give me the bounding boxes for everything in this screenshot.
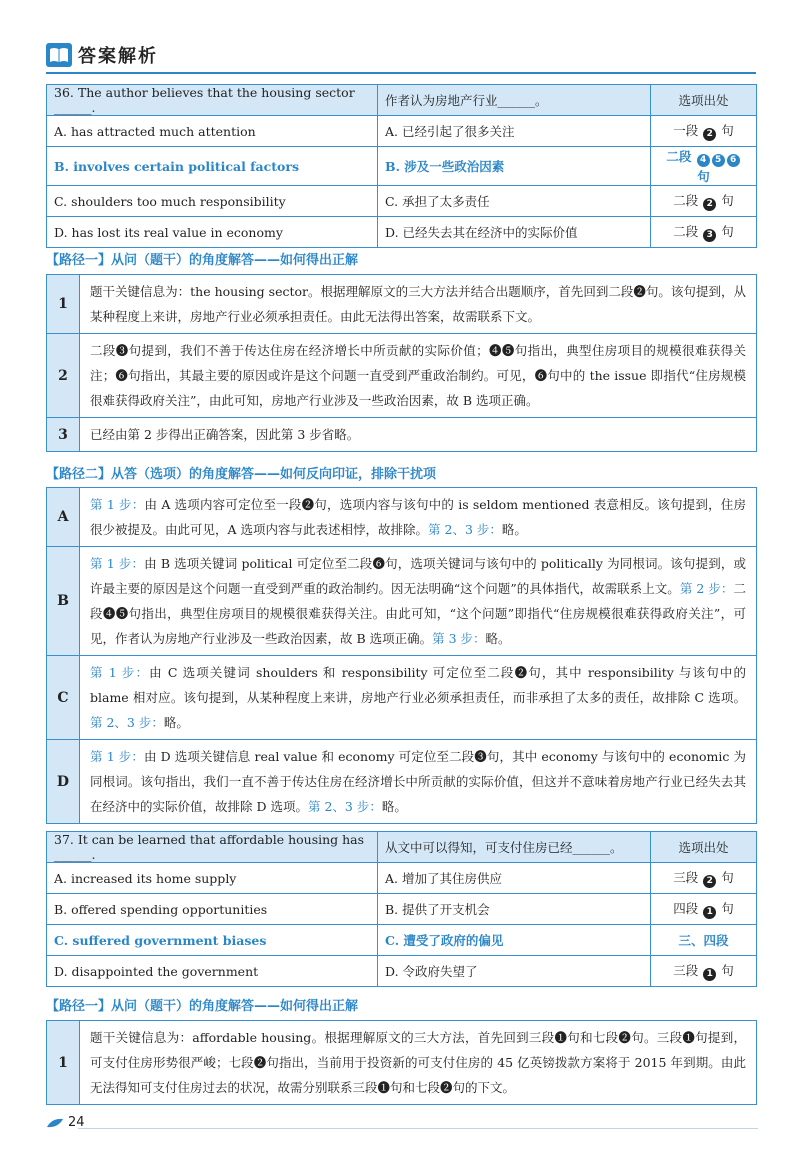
option-chinese: B. 涉及一些政治因素: [378, 147, 651, 186]
header-cell-question: 36. The author believes that the housing sector ______.: [47, 85, 378, 116]
option-english: D. has lost its real value in economy: [47, 217, 378, 248]
step-text: 已经由第 2 步得出正确答案，因此第 3 步省略。: [80, 418, 757, 452]
q37-options-table: [46, 831, 757, 987]
header-cell-source: 选项出处: [651, 85, 757, 116]
sentence-number-badge: 2: [703, 875, 716, 888]
section-title: 答案解析: [78, 46, 158, 67]
q36-path2-table: [46, 487, 757, 824]
option-source: 二段 3 句: [651, 217, 757, 248]
option-english: A. has attracted much attention: [47, 116, 378, 147]
q36-options-table: [46, 84, 757, 248]
option-source: 三段 2 句: [651, 863, 757, 894]
sentence-number-badge: 1: [703, 968, 716, 981]
table-row: [47, 863, 757, 894]
option-source: 二段 2 句: [651, 186, 757, 217]
option-english: C. shoulders too much responsibility: [47, 186, 378, 217]
sentence-number-badge: 2: [703, 198, 716, 211]
step-text: 题干关键信息为：the housing sector。根据理解原文的三大方法并结合出题顺序，首先回到二段❷句。该句提到，从某种程度上来讲，房地产行业必须承担责任。由此无法得出答案，故需联系下文。: [80, 275, 757, 334]
option-english: B. offered spending opportunities: [47, 894, 378, 925]
footer-divider: [78, 1128, 758, 1129]
option-source: 四段 1 句: [651, 894, 757, 925]
table-row: [47, 217, 757, 248]
option-chinese: C. 承担了太多责任: [378, 186, 651, 217]
header-cell-question: 37. It can be learned that affordable housing has ______.: [47, 832, 378, 863]
q37-path1-title: 【路径一】从问（题干）的角度解答——如何得出正解: [46, 999, 359, 1014]
option-analysis: 第 1 步：由 B 选项关键词 political 可定位至二段❻句，选项关键词与该句中的 politically 为同根词。该句提到，或许最主要的原因是这个问题一直受到严重的政治制约。因无法明确“这个问题”的具体指代，故需联系上文。第 2 步：二段❹❺句指出，典型住房项目的规模很难获得关注。由此可知，“这个问题”即指代“住房规模很难获得政府关注”，可见，作者认为房地产行业涉及一些政治因素，故 B 选项正确。第 3 步：略。: [80, 547, 757, 656]
sentence-number-badge: 2: [703, 128, 716, 141]
step-row: [47, 275, 757, 334]
step-row: [47, 418, 757, 452]
header-divider: [46, 72, 756, 74]
header-cell-translation: 从文中可以得知，可支付住房已经______。: [378, 832, 651, 863]
option-chinese: A. 增加了其住房供应: [378, 863, 651, 894]
option-chinese: B. 提供了开支机会: [378, 894, 651, 925]
step-text: 二段❸句提到，我们不善于传达住房在经济增长中所贡献的实际价值；❹❺句指出，典型住房项目的规模很难获得关注；❻句指出，其最主要的原因或许是这个问题一直受到严重政治制约。可见，❻句中的 the issue 即指代“住房规模很难获得政府关注”，由此可知，房地产行业涉及一些政治因素，故 B 选项正确。: [80, 334, 757, 418]
table-row: [47, 116, 757, 147]
option-analysis-row: [47, 488, 757, 547]
option-source: 二段 4 5 6 句: [651, 147, 757, 186]
table-row-correct: [47, 925, 757, 956]
option-analysis: 第 1 步：由 C 选项关键词 shoulders 和 responsibility 可定位至二段❷句，其中 responsibility 与该句中的 blame 相对应。该句提到，从某种程度上来讲，房地产行业必须承担责任，而非承担了太多的责任，故排除 C 选项。第 2、3 步：略。: [80, 656, 757, 740]
page-number: 24: [68, 1115, 85, 1130]
step-number: 2: [47, 334, 80, 418]
option-chinese: D. 已经失去其在经济中的实际价值: [378, 217, 651, 248]
option-analysis-row: [47, 547, 757, 656]
table-header-row: [47, 85, 757, 116]
option-source: 三、四段: [651, 925, 757, 956]
book-icon: [46, 43, 72, 67]
option-source: 三段 1 句: [651, 956, 757, 987]
table-row: [47, 186, 757, 217]
q36-path2-title: 【路径二】从答（选项）的角度解答——如何反向印证，排除干扰项: [46, 467, 437, 482]
step-number: 3: [47, 418, 80, 452]
option-chinese: C. 遭受了政府的偏见: [378, 925, 651, 956]
option-letter: C: [47, 656, 80, 740]
table-row-correct: [47, 147, 757, 186]
option-letter: A: [47, 488, 80, 547]
q37-path1-table: [46, 1020, 757, 1105]
option-letter: B: [47, 547, 80, 656]
option-english: A. increased its home supply: [47, 863, 378, 894]
option-letter: D: [47, 740, 80, 824]
option-english: B. involves certain political factors: [47, 147, 378, 186]
table-row: [47, 894, 757, 925]
step-row: [47, 334, 757, 418]
q36-path1-title: 【路径一】从问（题干）的角度解答——如何得出正解: [46, 253, 359, 268]
option-english: C. suffered government biases: [47, 925, 378, 956]
step-number: 1: [47, 1021, 80, 1105]
sentence-number-badge: 3: [703, 229, 716, 242]
step-row: [47, 1021, 757, 1105]
option-analysis: 第 1 步：由 D 选项关键信息 real value 和 economy 可定位至二段❸句，其中 economy 与该句中的 economic 为同根词。该句指出，我们一直不善于传达住房在经济增长中所贡献的实际价值，但这并不意味着房地产行业已经失去其在经济中的实际价值，故排除 D 选项。第 2、3 步：略。: [80, 740, 757, 824]
option-analysis: 第 1 步：由 A 选项内容可定位至一段❷句，选项内容与该句中的 is seldom mentioned 表意相反。该句提到，住房很少被提及。由此可见，A 选项内容与此表述相悖，故排除。第 2、3 步：略。: [80, 488, 757, 547]
section-header: [46, 42, 158, 68]
step-text: 题干关键信息为：affordable housing。根据理解原文的三大方法，首先回到三段❶句和七段❷句。三段❶句提到，可支付住房形势很严峻；七段❷句指出，当前用于投资新的可支付住房的 45 亿英镑拨款方案将于 2015 年到期。由此无法得知可支付住房过去的状况，故需分别联系三段❶句和七段❷句的下文。: [80, 1021, 757, 1105]
table-header-row: [47, 832, 757, 863]
option-analysis-row: [47, 656, 757, 740]
q36-path1-table: [46, 274, 757, 452]
option-analysis-row: [47, 740, 757, 824]
option-chinese: D. 令政府失望了: [378, 956, 651, 987]
option-english: D. disappointed the government: [47, 956, 378, 987]
option-chinese: A. 已经引起了很多关注: [378, 116, 651, 147]
option-source: 一段 2 句: [651, 116, 757, 147]
header-cell-source: 选项出处: [651, 832, 757, 863]
header-cell-translation: 作者认为房地产行业______。: [378, 85, 651, 116]
table-row: [47, 956, 757, 987]
step-number: 1: [47, 275, 80, 334]
sentence-number-badge: 1: [703, 906, 716, 919]
leaf-icon: [46, 1117, 64, 1129]
